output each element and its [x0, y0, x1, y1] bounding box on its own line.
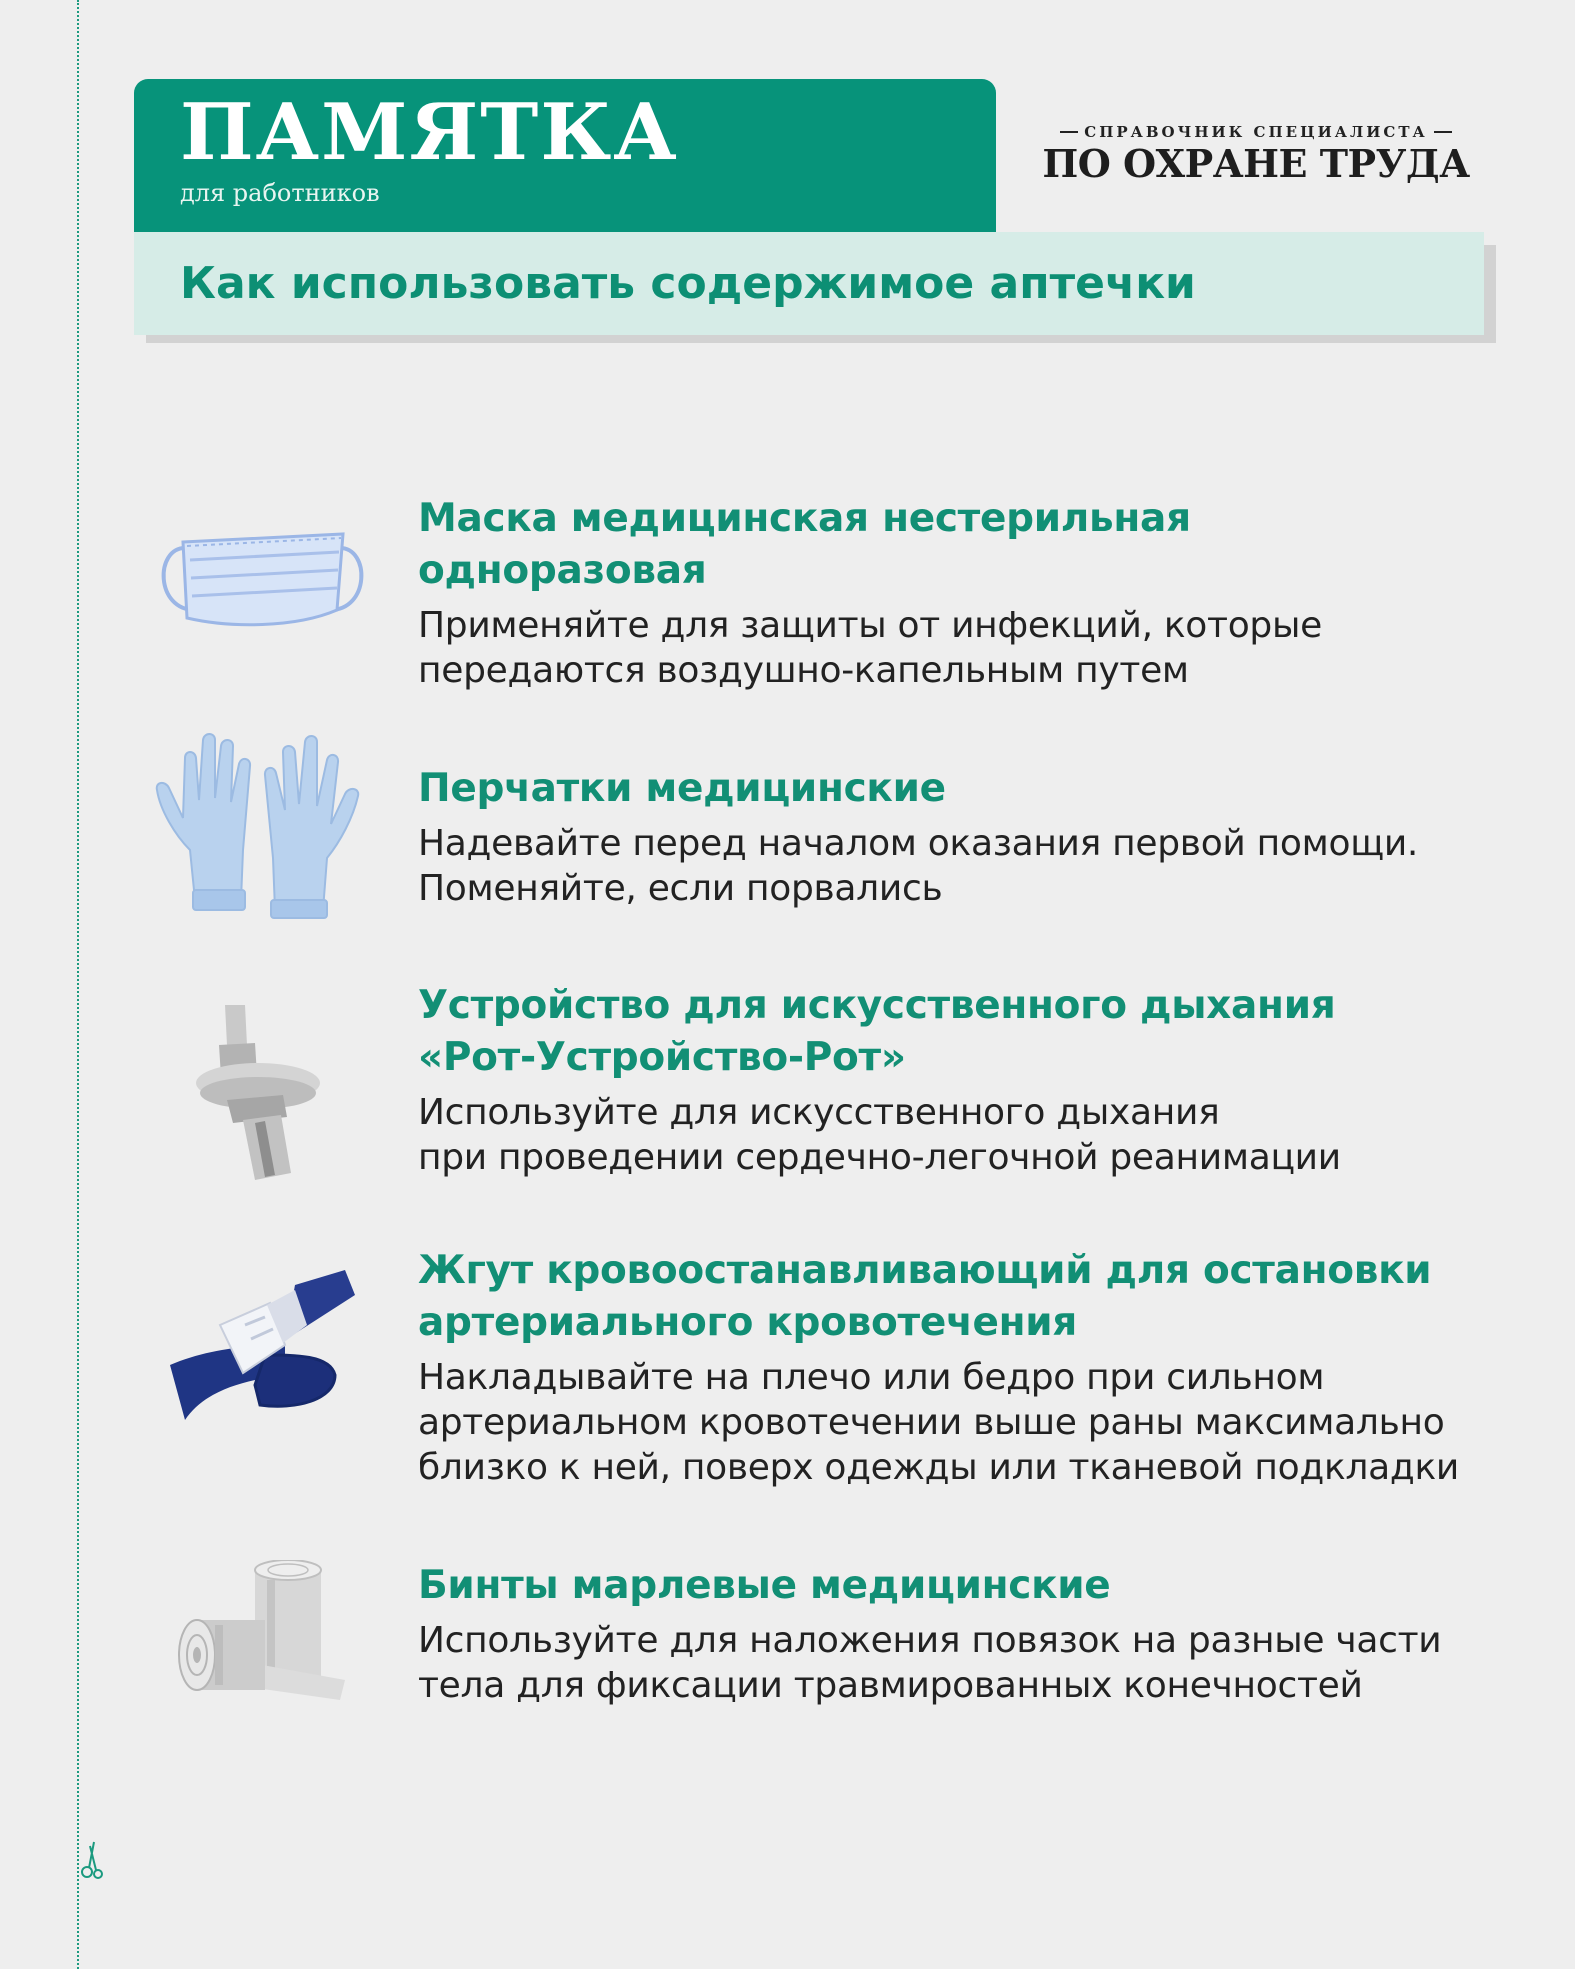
item-title-line: артериального кровотечения	[418, 1300, 1078, 1345]
item-description	[418, 1090, 1498, 1180]
item-desc-line: близко к ней, поверх одежды или тканевой подкладки	[418, 1447, 1459, 1488]
item-description	[418, 821, 1498, 911]
item-desc-line: Надевайте перед началом оказания первой помощи.	[418, 823, 1419, 864]
brand-tagline	[1035, 123, 1477, 141]
item-desc-line: Накладывайте на плечо или бедро при сильном	[418, 1357, 1325, 1398]
page-title: ПАМЯТКА	[180, 87, 679, 178]
brand-tagline-text: СПРАВОЧНИК СПЕЦИАЛИСТА	[1084, 123, 1428, 141]
brand-name: ПО ОХРАНЕ ТРУДА	[1042, 141, 1470, 186]
item-title	[418, 980, 1498, 1084]
item-text	[418, 980, 1498, 1180]
item-title-line: одноразовая	[418, 548, 707, 593]
item-title-line: Устройство для искусственного дыхания	[418, 983, 1336, 1028]
item-description	[418, 1618, 1498, 1708]
item-title-line: Перчатки медицинские	[418, 766, 946, 811]
item-desc-line: Используйте для искусственного дыхания	[418, 1092, 1220, 1133]
item-title-line: Жгут кровоостанавливающий для остановки	[418, 1248, 1432, 1293]
item-text	[418, 493, 1498, 693]
item-desc-line: артериальном кровотечении выше раны максимально	[418, 1402, 1445, 1443]
scissors-icon	[80, 1838, 106, 1880]
page-title-subtitle: для работников	[180, 179, 380, 207]
item-desc-line: Применяйте для защиты от инфекций, которые	[418, 605, 1322, 646]
item-desc-line: тела для фиксации травмированных конечностей	[418, 1665, 1363, 1706]
item-desc-line: Поменяйте, если порвались	[418, 868, 943, 909]
item-desc-line: передаются воздушно-капельным путем	[418, 650, 1189, 691]
medical-gloves-icon	[155, 730, 370, 920]
item-title-line: Маска медицинская нестерильная	[418, 496, 1191, 541]
item-desc-line: Используйте для наложения повязок на разные части	[418, 1620, 1442, 1661]
item-title-line: Бинты марлевые медицинские	[418, 1563, 1111, 1608]
breathing-device-icon	[195, 1005, 325, 1180]
tourniquet-icon	[165, 1265, 360, 1430]
gauze-bandage-icon	[175, 1560, 350, 1710]
item-title	[418, 1560, 1498, 1612]
item-title	[418, 763, 1498, 815]
item-text	[418, 763, 1498, 911]
section-heading: Как использовать содержимое аптечки	[180, 258, 1196, 309]
item-description	[418, 1355, 1498, 1490]
item-text	[418, 1560, 1498, 1708]
item-title	[418, 493, 1498, 597]
item-description	[418, 603, 1498, 693]
item-desc-line: при проведении сердечно-легочной реанимации	[418, 1137, 1341, 1178]
cut-line	[77, 0, 79, 1969]
item-title-line: «Рот-Устройство-Рот»	[418, 1035, 906, 1080]
item-title	[418, 1245, 1498, 1349]
medical-mask-icon	[155, 530, 370, 630]
item-text	[418, 1245, 1498, 1490]
